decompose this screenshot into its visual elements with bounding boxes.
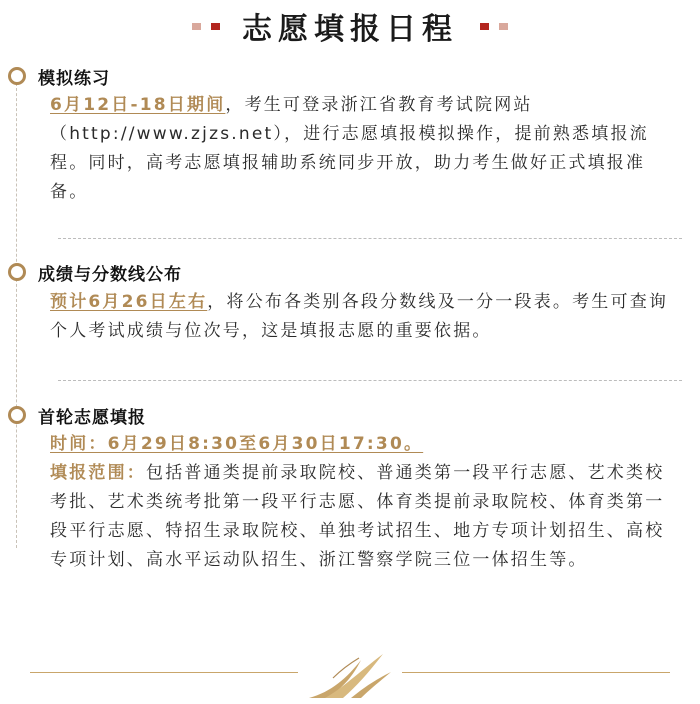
deco-square — [480, 23, 489, 30]
section-title: 首轮志愿填报 — [38, 407, 146, 428]
timeline-dot-icon — [8, 263, 26, 281]
title-decoration-right — [480, 23, 508, 30]
section-divider — [58, 238, 682, 239]
section-header — [8, 403, 146, 427]
title-decoration-left — [192, 23, 220, 30]
timeline-dot-icon — [8, 67, 26, 85]
section-text: 包括普通类提前录取院校、普通类第一段平行志愿、艺术类校考批、艺术类统考批第一段平行志愿、体育类提前录取院校、体育类第一段平行志愿、特招生录取院校、单独考试招生、地方专项计划招生、高校专项计划、高水平运动队招生、浙江警察学院三位一体招生等。 — [50, 463, 665, 570]
section-body — [50, 288, 682, 346]
section-text: ，将公布各类别各段分数线及一分一段表。考生可查询个人考试成绩与位次号，这是填报志愿的重要依据。 — [50, 292, 669, 341]
section-header — [8, 64, 110, 88]
section-time — [50, 430, 682, 459]
deco-square — [499, 23, 508, 30]
time-highlight: 时间：6月29日8:30至6月30日17:30。 — [50, 434, 424, 454]
section-body — [50, 91, 682, 207]
page-header — [0, 0, 700, 52]
deco-square — [211, 23, 220, 30]
page-title: 志愿填报日程 — [242, 12, 458, 47]
timeline-dot-icon — [8, 406, 26, 424]
section-title: 模拟练习 — [38, 68, 110, 89]
section-text: ，考生可登录浙江省教育考试院网站（http://www.zjzs.net），进行志愿填报模拟操作，提前熟悉填报流程。同时，高考志愿填报辅助系统同步开放，助力考生做好正式填报准备。 — [50, 95, 649, 202]
timeline-line — [16, 78, 17, 548]
section-header — [8, 260, 182, 284]
deco-square — [192, 23, 201, 30]
section-title: 成绩与分数线公布 — [38, 264, 182, 285]
scope-label: 填报范围： — [50, 463, 146, 483]
footer-divider-right — [402, 672, 670, 673]
date-highlight: 6月12日-18日期间 — [50, 95, 226, 115]
date-highlight: 预计6月26日左右 — [50, 292, 208, 312]
footer-divider-left — [30, 672, 298, 673]
section-body — [50, 459, 682, 575]
section-divider — [58, 380, 682, 381]
phoenix-emblem-icon — [303, 648, 397, 704]
